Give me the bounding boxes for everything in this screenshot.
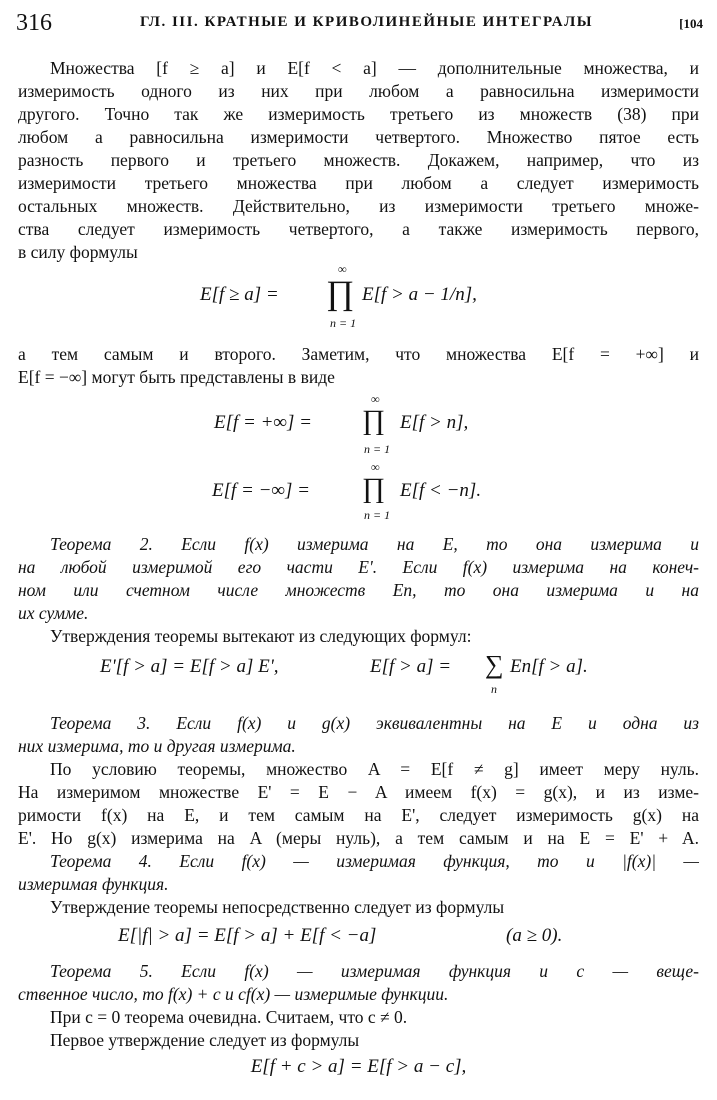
equation-3	[212, 460, 542, 522]
text-line: измеримость одного из них при любом a равносильна измеримости	[18, 81, 699, 101]
text-line: Множества [f ≥ a] и E[f < a] — дополнительные множества, и	[50, 58, 699, 78]
theorem-4-line: измеримая функция.	[18, 874, 169, 894]
equation-2	[214, 392, 534, 458]
text-line: остальных множеств. Действительно, из измеримости третьего множе-	[18, 196, 699, 216]
eq2-right: E[f > n],	[400, 412, 469, 433]
text-line: другого. Точно так же измеримость третьего из множеств (38) при	[18, 104, 699, 124]
text-line: разность первого и третьего множеств. Докажем, например, что из	[18, 150, 699, 170]
eq4-lower-limit: n	[491, 682, 497, 696]
text-line: ства следует измеримость четвертого, а также измеримость первого,	[18, 219, 699, 239]
eq2-left: E[f = +∞] =	[214, 412, 312, 433]
theorem-2-line: Теорема 2. Если f(x) измерима на E, то она измерима и	[50, 534, 699, 554]
eq5-condition: (a ≥ 0).	[506, 925, 563, 946]
equation-6: E[f + c > a] = E[f > a − c],	[250, 1056, 467, 1077]
equation-1	[200, 262, 560, 334]
eq3-upper-limit: ∞	[371, 460, 380, 474]
page-number: 316	[16, 10, 52, 36]
text-line: По условию теоремы, множество A = E[f ≠ g] имеет меру нуль.	[50, 759, 699, 779]
text-line: в силу формулы	[18, 242, 138, 262]
theorem-3-line: Теорема 3. Если f(x) и g(x) эквивалентны на E и одна из	[50, 713, 699, 733]
text-line: римости f(x) на E, и тем самым на E', следует измеримость g(x) на	[18, 805, 699, 825]
text-line: Утверждения теоремы вытекают из следующих формул:	[50, 626, 472, 646]
theorem-2-line: их сумме.	[18, 603, 89, 623]
theorem-3-line: них измерима, то и другая измерима.	[18, 736, 296, 756]
eq2-upper-limit: ∞	[371, 392, 380, 406]
text-line: любом a равносильна измеримости четвертого. Множество пятое есть	[18, 127, 699, 147]
eq1-right: E[f > a − 1/n],	[362, 284, 477, 305]
text-line: Утверждение теоремы непосредственно следует из формулы	[50, 897, 505, 917]
eq3-lower-limit: n = 1	[364, 508, 391, 522]
text-line: На измеримом множестве E' = E − A имеем f(x) = g(x), и из изме-	[18, 782, 699, 802]
equation-4	[100, 650, 640, 700]
eq1-lower-limit: n = 1	[330, 316, 357, 330]
eq1-left: E[f ≥ a] =	[200, 284, 279, 305]
eq3-right: E[f < −n].	[400, 480, 482, 501]
equation-5	[118, 925, 618, 953]
theorem-5-line: Теорема 5. Если f(x) — измеримая функция и c — веще-	[50, 961, 699, 981]
theorem-2-line: ном или счетном числе множеств En, то она измерима и на	[18, 580, 699, 600]
text-line: E'. Но g(x) измерима на A (меры нуль), а тем самым и на E = E' + A.	[18, 828, 699, 848]
theorem-2-line: на любой измеримой его части E'. Если f(x) измерима на конеч-	[18, 557, 699, 577]
text-line: Первое утверждение следует из формулы	[50, 1030, 360, 1050]
running-title: ГЛ. III. КРАТНЫЕ И КРИВОЛИНЕЙНЫЕ ИНТЕГРАЛЫ	[140, 14, 594, 30]
eq4-right: En[f > a].	[510, 656, 588, 677]
product-symbol: ∏	[362, 405, 386, 436]
theorem-5-line: ственное число, то f(x) + c и cf(x) — измеримые функции.	[18, 984, 449, 1004]
eq4-left: E'[f > a] = E[f > a] E',	[100, 656, 279, 677]
product-symbol: ∏	[326, 275, 354, 312]
sum-symbol: ∑	[485, 650, 504, 679]
product-symbol: ∏	[362, 473, 386, 504]
eq5-formula: E[|f| > a] = E[f > a] + E[f < −a]	[118, 925, 377, 946]
eq2-lower-limit: n = 1	[364, 442, 391, 456]
text-line: а тем самым и второго. Заметим, что множества E[f = +∞] и	[18, 344, 699, 364]
eq4-mid: E[f > a] =	[370, 656, 452, 677]
text-line: E[f = −∞] могут быть представлены в виде	[18, 367, 335, 387]
theorem-4-line: Теорема 4. Если f(x) — измеримая функция, то и |f(x)| —	[50, 851, 699, 871]
text-line: При c = 0 теорема очевидна. Считаем, что c ≠ 0.	[50, 1007, 408, 1027]
eq3-left: E[f = −∞] =	[212, 480, 310, 501]
eq1-upper-limit: ∞	[338, 262, 347, 276]
text-line: измеримости третьего множества при любом a следует измеримость	[18, 173, 699, 193]
section-mark: [104	[679, 16, 703, 31]
page-header	[0, 0, 717, 40]
